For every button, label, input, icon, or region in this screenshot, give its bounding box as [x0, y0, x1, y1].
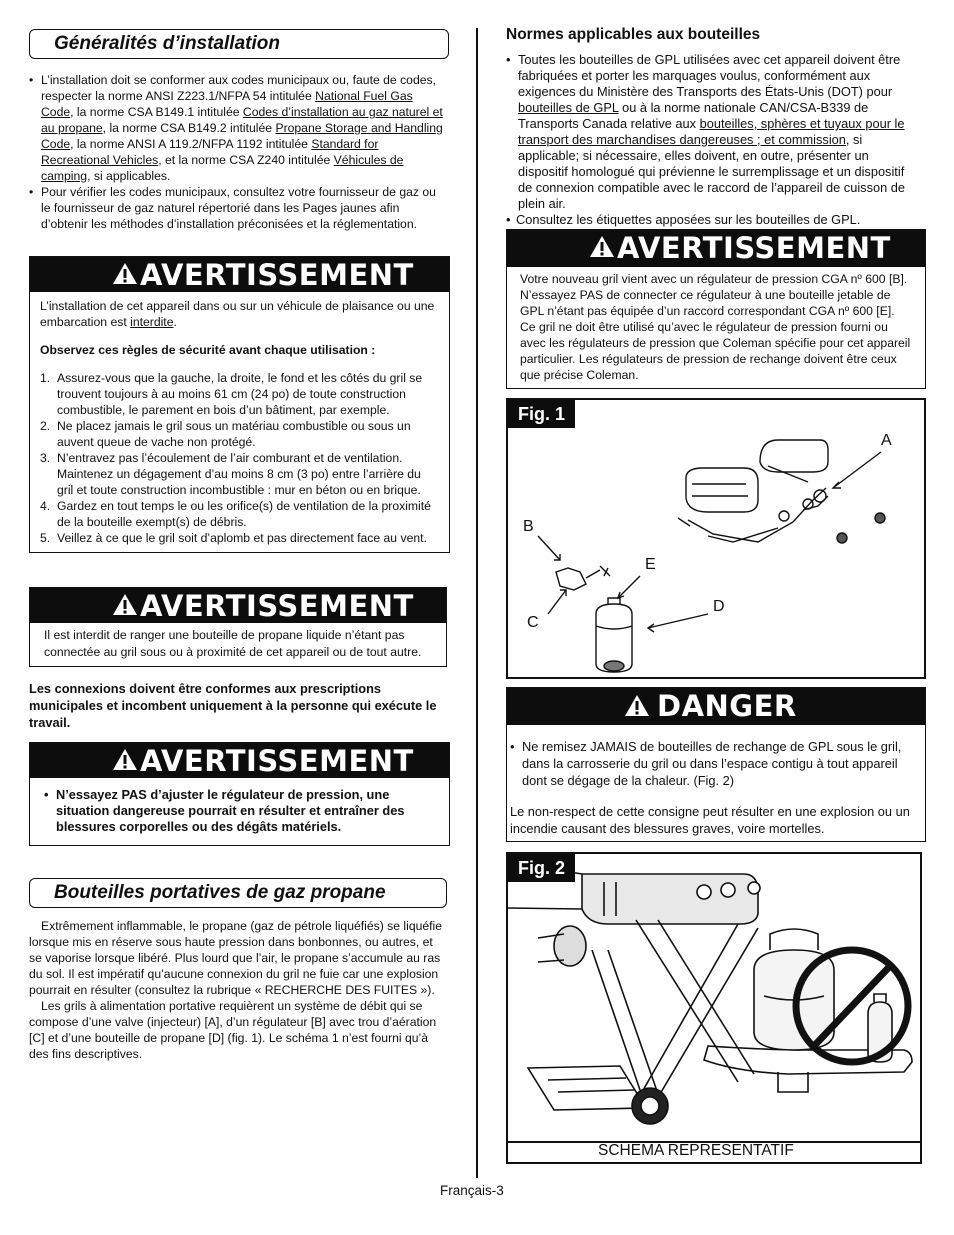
warning-heading: AVERTISSEMENT — [617, 231, 891, 265]
safety-rule-text: N’entravez pas l’écoulement de l’air comburant et de ventilation. Maintenez un dégagement d’au moins 8 cm (3 po) entre l’arrière du gril et toute construction incombustible : mur en béton ou en brique. — [57, 451, 421, 497]
warning-header — [507, 230, 925, 267]
safety-rule-number: 3. — [40, 451, 51, 465]
standards-bullet-cylinders: • Toutes les bouteilles de GPL utilisées avec cet appareil doivent être fabriquées et porter les marquages voulus, conformément aux exigences du Ministère des Transports des États-Unis (DOT) pour bouteilles de GPL ou à la norme nationale CAN/CSA-B339 de Transports Canada relative aux bouteilles, sphères et tuyaux pour le transport des marchandises dangereuses ; et commission, si applicable; si nécessaire, elles doivent, en outre, présenter un dispositif homologué qui prévienne le surremplissage et un dispositif de connexion compatible avec le raccord de l’appareil de cuisson de plein air. — [506, 52, 920, 212]
safety-rule-text: Assurez-vous que la gauche, la droite, le fond et les côtés du gril se trouvent toujours à au moins 61 cm (24 po) de toute construction combustible, le parement en bois d’un bâtiment, par exemple. — [57, 371, 423, 417]
safety-rule-number: 2. — [40, 419, 51, 433]
warning-heading: AVERTISSEMENT — [140, 589, 414, 623]
warning-regulator-list — [30, 778, 449, 835]
install-list — [29, 72, 447, 232]
figure-1-letter-c: C — [527, 614, 539, 631]
danger-text: Le non-respect de cette consigne peut résulter en une explosion ou un incendie causant des blessures graves, voire mortelles. — [510, 804, 910, 836]
figure-1-letter-e: E — [645, 556, 656, 573]
standards-title: Normes applicables aux bouteilles — [506, 26, 761, 43]
danger-box — [506, 687, 926, 842]
install-bullet-codes: • L’installation doit se conformer aux codes municipaux ou, faute de codes, respecter la norme ANSI Z223.1/NFPA 54 intitulée National Fuel Gas Code, la norme CSA B149.1 intitulée Codes d’installation au gaz naturel et au propane, la norme CSA B149.2 intitulée Propane Storage and Handling Code, la norme ANSI A 119.2/NFPA 1192 intitulée Standard for Recreational Vehicles, et la norme CSA Z240 intitulée Véhicules de camping, si applicables. — [29, 72, 447, 184]
portable-paragraph-2: Les grils à alimentation portative requièrent un système de débit qui se compose d’une valve (injecteur) [A], d’un régulateur [B] avec trou d’aération [C] et d’une bouteille de propane [D] (fig. 1). Le schéma 1 n’est fourni qu’à des fins descriptives. — [29, 999, 437, 1061]
portable-paragraph-1: Extrêmement inflammable, le propane (gaz de pétrole liquéfiés) se liquéfie lorsque mis en réserve sous haute pression dans bonbonnes, ou autres, et se vaporise lorsque libéré. Plus lourd que l’air, le propane s’accumule au ras du sol. Il est impératif qu’aucune connexion du gril ne fuie car une explosion pourrait en résulter (consultez la rubrique « RECHERCHE DES FUITES »). — [29, 919, 443, 997]
figure-1-frame — [506, 398, 926, 679]
warning-triangle-icon — [112, 593, 138, 616]
figure-1-letter-b: B — [523, 518, 534, 535]
warning-box-cga — [506, 229, 926, 389]
warning-triangle-icon — [112, 262, 138, 285]
install-section-title: Généralités d’installation — [29, 29, 449, 59]
warning-box-storage — [29, 587, 447, 667]
safety-rules-title: Observez ces règles de sécurité avant chaque utilisation : — [40, 343, 376, 357]
standards-bullet-labels: • Consultez les étiquettes apposées sur les bouteilles de GPL. — [506, 212, 920, 228]
connections-note: Les connexions doivent être conformes aux prescriptions municipales et incombent uniquement à la personne qui exécute le travail. — [29, 681, 437, 730]
warning-heading: AVERTISSEMENT — [140, 744, 414, 778]
portable-text — [29, 918, 447, 1062]
safety-rule-text: Gardez en tout temps le ou les orifice(s) de ventilation de la proximité de la bouteille exempt(s) de débris. — [57, 499, 431, 529]
portable-section-title: Bouteilles portatives de gaz propane — [29, 878, 447, 908]
danger-list — [507, 725, 925, 789]
standards-list — [506, 52, 920, 228]
warning-cga-text: Votre nouveau gril vient avec un régulateur de pression CGA nº 600 [B]. N’essayez PAS de connecter ce régulateur à une bouteille jetable de GPL n’étant pas équipée d’un raccord correspondant CGA nº 600 [E]. Ce gril ne doit être utilisé qu’avec le régulateur de pression fourni ou avec les régulateurs de pression que Coleman spécifie pour cet appareil particulier. Les régulateurs de pression de rechange doivent être ceux que précise Coleman. — [520, 272, 911, 382]
page-number: Français-3 — [440, 1183, 504, 1198]
warning-header — [30, 257, 449, 292]
safety-rule-number: 4. — [40, 499, 51, 513]
figure-1-diagram — [508, 400, 924, 677]
warning-header — [30, 588, 446, 623]
danger-bullet: • Ne remisez JAMAIS de bouteilles de rechange de GPL sous le gril, dans la carrosserie du gril ou dans l’espace contigu à tout appareil dont se dégage de la chaleur. (Fig. 2) — [510, 738, 905, 789]
safety-rule-item — [40, 530, 439, 546]
figure-2-frame — [506, 852, 922, 1164]
figure-1-label: Fig. 1 — [508, 400, 575, 428]
danger-heading: DANGER — [657, 689, 797, 723]
warning-storage-text: Il est interdit de ranger une bouteille de propane liquide n’étant pas connectée au gril sous ou à proximité de cet appareil ou de tout autre. — [44, 628, 422, 659]
warning-intro: L’installation de cet appareil dans ou sur un véhicule de plaisance ou une embarcation est interdite. — [40, 299, 435, 329]
figure-2-caption: SCHEMA REPRESENTATIF — [598, 1142, 794, 1159]
safety-rule-number: 1. — [40, 371, 51, 385]
safety-rule-text: Ne placez jamais le gril sous un matériau combustible ou sous un auvent queue de vache non protégé. — [57, 419, 411, 449]
danger-header — [507, 688, 925, 725]
warning-triangle-icon — [624, 694, 650, 717]
figure-2-label: Fig. 2 — [508, 854, 575, 882]
install-bullet-verify: • Pour vérifier les codes municipaux, consultez votre fournisseur de gaz ou le fournisseur de gaz naturel répertorié dans les Pages jaunes afin d’obtenir les méthodes d’installation préconisées et la réglementation. — [29, 184, 447, 232]
warning-header — [30, 743, 449, 778]
warning-triangle-icon — [589, 235, 615, 258]
safety-rule-text: Veillez à ce que le gril soit d’aplomb et pas directement face au vent. — [57, 531, 427, 545]
safety-rule-item — [40, 498, 439, 530]
warning-box-installation — [29, 256, 450, 553]
safety-rule-item — [40, 450, 439, 498]
warning-box-regulator — [29, 742, 450, 846]
warning-regulator-text: • N’essayez PAS d’ajuster le régulateur de pression, une situation dangereuse pourrait en résulter et entraîner des blessures corporelles ou des dégâts matériels. — [44, 787, 435, 835]
figure-1-letter-a: A — [881, 432, 892, 449]
safety-rule-item — [40, 370, 439, 418]
safety-rules-list — [40, 370, 439, 546]
figure-2-illustration — [508, 854, 920, 1139]
warning-triangle-icon — [112, 748, 138, 771]
column-divider — [476, 28, 478, 1178]
safety-rule-number: 5. — [40, 531, 51, 545]
warning-heading: AVERTISSEMENT — [140, 258, 414, 292]
figure-1-letter-d: D — [713, 598, 725, 615]
safety-rule-item — [40, 418, 439, 450]
